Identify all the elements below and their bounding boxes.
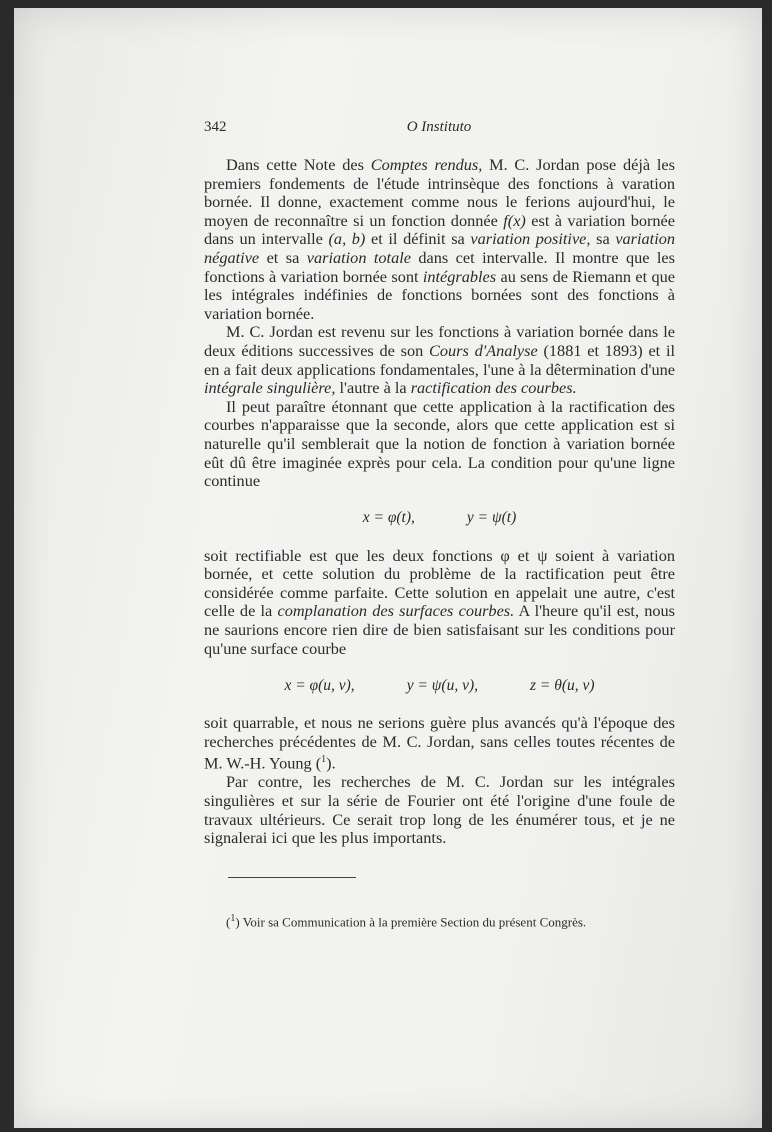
text-run: ) Voir sa Communication à la première Section du présent Congrès. — [235, 914, 587, 930]
footnote-ref: 1 — [230, 913, 236, 924]
formula-term: z = θ(u, v) — [529, 676, 595, 694]
parametric-curve-formula — [204, 491, 675, 547]
formula-term: y = ψ(t) — [466, 509, 517, 527]
italic-run: Cours d'Analyse — [429, 340, 538, 360]
page-number: 342 — [204, 119, 227, 135]
italic-run: variation négative — [204, 229, 676, 267]
page-header — [204, 119, 674, 141]
text-run: Par contre, les recherches de M. C. Jordan sur les intégrales singulières et sur la série de Fourier ont été l'origine d'une foule de travaux ultérieurs. Ce serait trop long de les énumérer tous, et je ne signalerai ici que les plus importants. — [204, 772, 675, 848]
footnote — [204, 911, 675, 930]
text-run: soit quarrable, et nous ne serions guère plus avancés qu'à l'époque des recherches précédentes de M. C. Jordan, sans celles toutes récentes de M. W.-H. Young ( — [204, 713, 675, 773]
paragraph — [204, 773, 675, 847]
parametric-surface-formula — [204, 658, 675, 714]
text-run: Dans cette Note des — [226, 155, 371, 174]
italic-run: complanation des surfaces courbes. — [277, 601, 515, 621]
paragraph — [204, 547, 675, 659]
text-run: ( — [226, 914, 231, 930]
text-run: sa — [590, 229, 616, 249]
running-title: O Instituto — [406, 119, 472, 135]
italic-run: intégrale singulière, — [204, 378, 336, 398]
paragraph — [204, 714, 675, 773]
text-run: est à variation bornée dans un intervalle — [204, 210, 675, 249]
italic-run: intégrables — [422, 266, 497, 286]
italic-run: variation totale — [306, 247, 411, 267]
text-run: Il peut paraître étonnant que cette application à la ractification des courbes n'apparaisse que la seconde, alors que cette application est si naturelle qu'il semblerait que la notion de fonction à variation bornée eût dû être imaginée exprès pour cela. La condition pour qu'une ligne continue — [204, 396, 675, 491]
text-run: (1881 et 1893) et il en a fait deux applications fondamentales, l'une à la dêtermination d'une — [204, 340, 676, 379]
paragraph — [204, 323, 675, 397]
italic-run: variation positive, — [470, 229, 591, 249]
body-text — [204, 156, 675, 848]
text-run: soit rectifiable est que les deux fonctions φ et ψ soient à variation bornée, et cette solution du problème de la ractification peut être considérée comme parfaite. Cette solution en appelait une autre, c'est celle de la — [204, 545, 675, 621]
italic-run: f(x) — [503, 210, 526, 230]
italic-run: (a, b) — [328, 229, 366, 249]
text-run: ). — [326, 753, 336, 773]
text-run: et sa — [259, 247, 307, 267]
text-run: l'autre à la — [335, 378, 411, 398]
text-run: au sens de Riemann et que les intégrales indéfinies de fonctions bornées sont des fonctions à variation bornée. — [204, 266, 676, 323]
footnote-ref: 1 — [321, 754, 327, 766]
footnote-rule — [228, 877, 356, 878]
italic-run: Comptes rendus, — [370, 155, 483, 174]
formula-term: y = ψ(u, v), — [406, 676, 478, 694]
paragraph — [204, 398, 675, 491]
formula-term: x = φ(u, v), — [284, 676, 355, 694]
text-run: dans cet intervalle. Il montre que les fonctions à variation bornée sont — [204, 247, 675, 286]
text-run: M. C. Jordan pose déjà les premiers fondements de l'étude intrinsèque des fonctions à varation bornée. Il donne, exactement comme nous le ferions aujourd'hui, le moyen de reconnaître si un fonction donnée — [204, 155, 675, 230]
paragraph — [204, 156, 675, 323]
text-run: A l'heure qu'il est, nous ne saurions encore rien dire de bien satisfaisant sur les conditions pour qu'une surface courbe — [204, 601, 675, 658]
text-run: M. C. Jordan est revenu sur les fonctions à variation bornée dans le deux éditions successives de son — [204, 322, 675, 360]
text-run: et il définit sa — [365, 229, 471, 249]
italic-run: ractification des courbes. — [410, 378, 577, 398]
formula-term: x = φ(t), — [362, 509, 415, 527]
